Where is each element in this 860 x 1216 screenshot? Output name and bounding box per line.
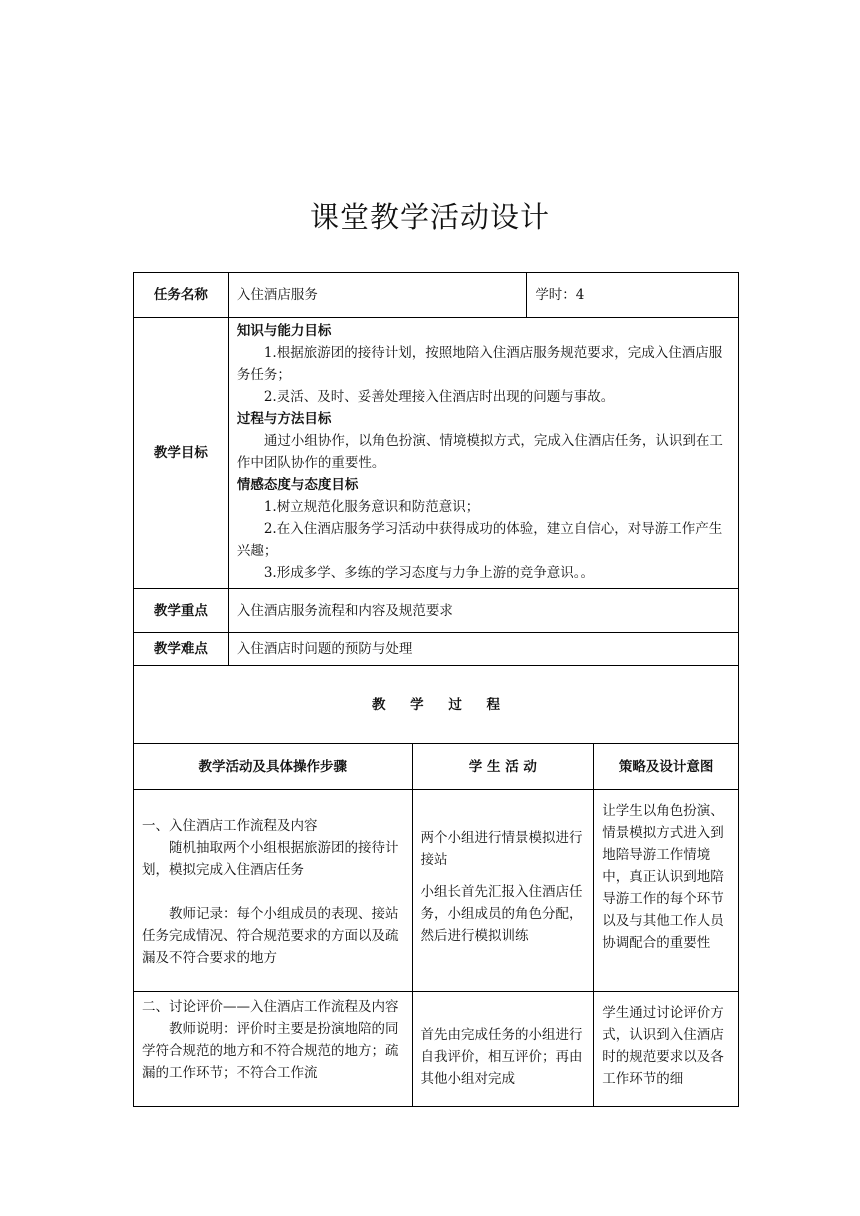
page-title: 课堂教学活动设计 <box>309 200 550 234</box>
strategy-cell <box>594 992 739 1107</box>
process-table <box>133 743 739 1107</box>
student-activity: 两个小组进行情景模拟进行接站 <box>420 830 583 868</box>
difficulty-label: 教学难点 <box>134 633 229 666</box>
activity-cell <box>134 992 413 1107</box>
objective-line: 1.根据旅游团的接待计划，按照地陪入住酒店服务规范要求，完成入住酒店服务任务； <box>236 345 723 383</box>
difficulty-value: 入住酒店时问题的预防与处理 <box>228 633 738 666</box>
column-header-student: 学 生 活 动 <box>412 744 594 790</box>
objective-line: 1.树立规范化服务意识和防范意识； <box>263 499 480 515</box>
activity-title: 一、入住酒店工作流程及内容 <box>142 818 318 834</box>
process-heading: 教 学 过 程 <box>134 666 739 744</box>
objectives-label: 教学目标 <box>134 318 229 589</box>
student-activity-cell <box>412 790 594 992</box>
lesson-info-table <box>133 272 739 744</box>
key-point-value: 入住酒店服务流程和内容及规范要求 <box>228 589 738 633</box>
activity-title: 二、讨论评价——入住酒店工作流程及内容 <box>142 999 399 1015</box>
task-name-label: 任务名称 <box>134 273 229 318</box>
column-header-activity: 教学活动及具体操作步骤 <box>134 744 413 790</box>
objective-heading: 知识与能力目标 <box>236 323 332 339</box>
objective-line: 2.在入住酒店服务学习活动中获得成功的体验，建立自信心，对导游工作产生兴趣； <box>236 521 723 559</box>
key-point-label: 教学重点 <box>134 589 229 633</box>
lesson-hours: 学时：4 <box>527 273 739 318</box>
objectives-content <box>228 318 738 589</box>
task-name-value: 入住酒店服务 <box>228 273 526 318</box>
student-activity: 小组长首先汇报入住酒店任务，小组成员的角色分配，然后进行模拟训练 <box>420 884 583 944</box>
objective-line: 2.灵活、及时、妥善处理接入住酒店时出现的问题与事故。 <box>263 389 615 405</box>
objective-heading: 情感态度与态度目标 <box>236 477 359 493</box>
strategy-text: 让学生以角色扮演、情景模拟方式进入到地陪导游工作情境中，真正认识到地陪导游工作的每个环节以及与其他工作人员协调配合的重要性 <box>602 803 724 951</box>
student-activity: 首先由完成任务的小组进行自我评价，相互评价；再由其他小组对完成 <box>420 1027 583 1087</box>
objective-heading: 过程与方法目标 <box>236 411 332 427</box>
activity-body: 随机抽取两个小组根据旅游团的接待计划，模拟完成入住酒店任务 <box>142 840 399 878</box>
activity-note: 教师记录：每个小组成员的表现、接站任务完成情况、符合规范要求的方面以及疏漏及不符合要求的地方 <box>142 906 399 966</box>
student-activity-cell <box>412 992 594 1107</box>
activity-cell <box>134 790 413 992</box>
strategy-cell <box>594 790 739 992</box>
objective-line: 3.形成多学、多练的学习态度与力争上游的竞争意识。。 <box>263 565 594 581</box>
column-header-strategy: 策略及设计意图 <box>594 744 739 790</box>
strategy-text: 学生通过讨论评价方式，认识到入住酒店时的规范要求以及各工作环节的细 <box>602 1005 724 1087</box>
objective-line: 通过小组协作，以角色扮演、情境模拟方式，完成入住酒店任务，认识到在工作中团队协作的重要性。 <box>236 433 723 471</box>
activity-body: 教师说明：评价时主要是扮演地陪的同学符合规范的地方和不符合规范的地方；疏漏的工作环节；不符合工作流 <box>142 1021 399 1081</box>
